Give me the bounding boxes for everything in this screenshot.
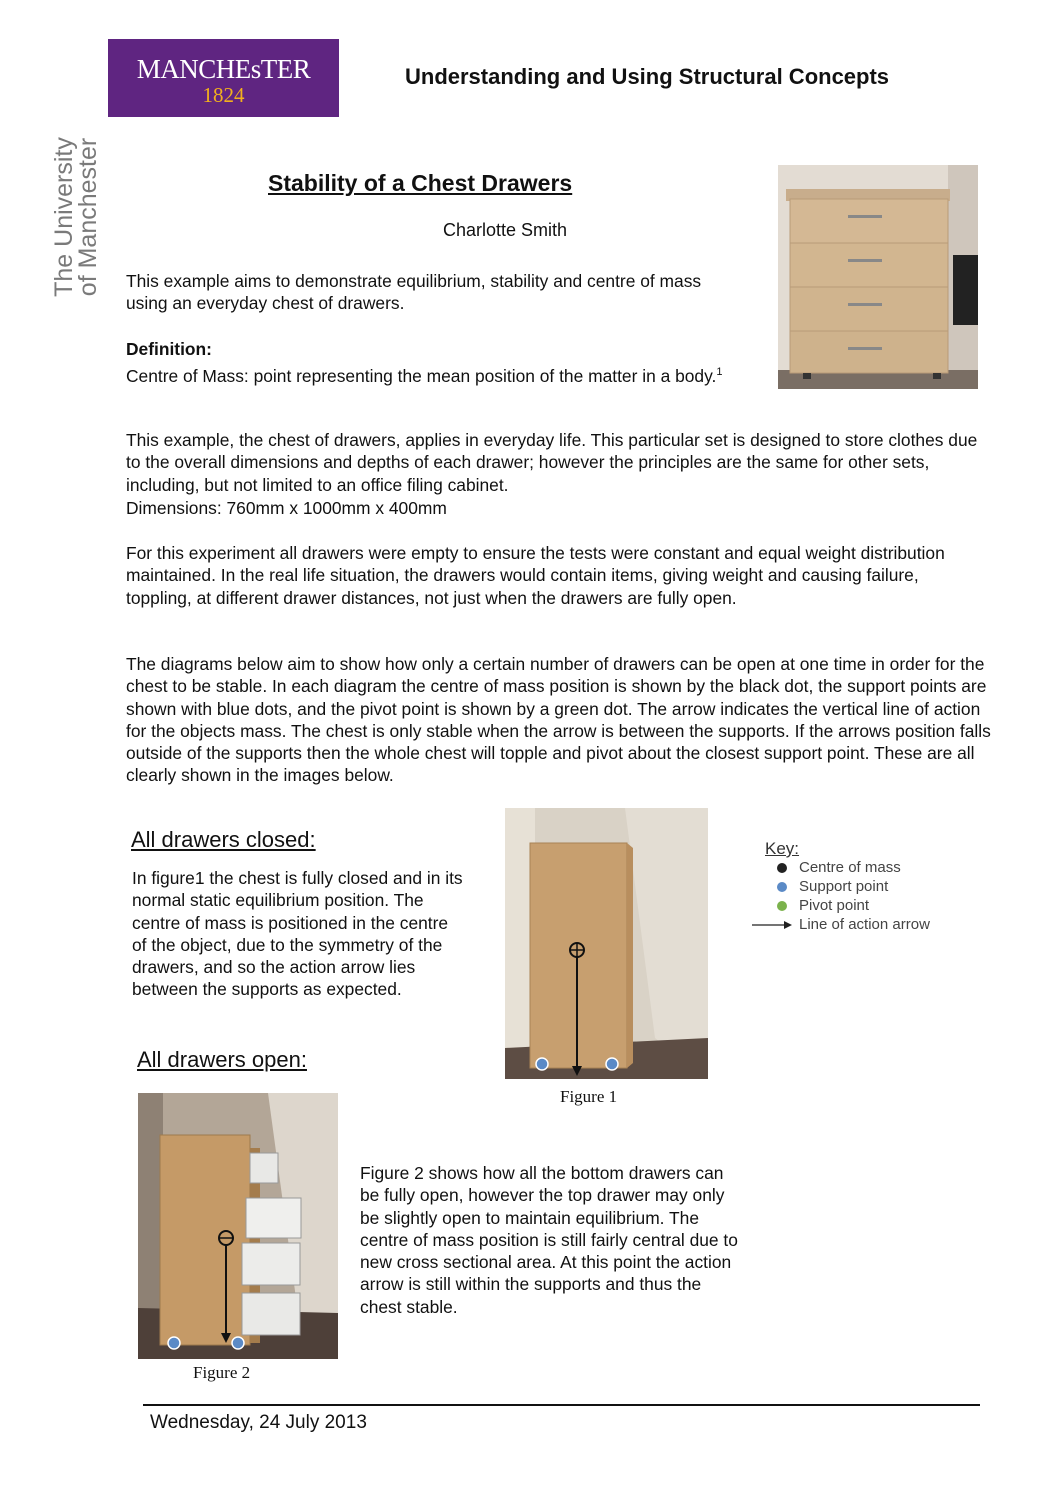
definition-heading: Definition: xyxy=(126,339,212,359)
green-dot-icon xyxy=(777,901,787,911)
footer-date: Wednesday, 24 July 2013 xyxy=(150,1412,367,1433)
definition-body: Centre of Mass: point representing the mean position of the matter in a body. xyxy=(126,365,717,386)
university-vertical-text xyxy=(50,120,102,314)
section-heading-closed: All drawers closed: xyxy=(131,827,316,852)
figure2-caption: Figure 2 xyxy=(193,1363,251,1382)
chest-photo xyxy=(778,165,978,389)
figure1-caption: Figure 1 xyxy=(560,1087,618,1106)
definition-text xyxy=(126,361,746,387)
key-title: Key: xyxy=(765,839,800,858)
intro-paragraph: This example aims to demonstrate equilibrium, stability and centre of mass using an everyday chest of drawers. xyxy=(126,271,702,314)
document-title: Stability of a Chest Drawers xyxy=(268,170,573,196)
header-title: Understanding and Using Structural Concepts xyxy=(405,64,890,89)
author-name: Charlotte Smith xyxy=(443,220,568,240)
figure2-photo xyxy=(138,1093,338,1359)
footnote-marker: 1 xyxy=(716,366,723,378)
figure1-description: In figure1 the chest is fully closed and in its normal static equilibrium position. The centre of mass is positioned in the centre of the object, due to the symmetry of the drawers, and so the action arrow lies between the supports as expected. xyxy=(132,868,463,1000)
university-logo xyxy=(108,39,339,117)
university-line-2: of Manchester xyxy=(74,137,102,297)
figure1-photo xyxy=(505,808,708,1079)
university-line-1: The University xyxy=(50,137,78,297)
footer-divider xyxy=(143,1404,980,1406)
section-heading-open: All drawers open: xyxy=(137,1047,307,1072)
logo-year: 1824 xyxy=(202,83,245,107)
blue-dot-icon xyxy=(777,882,787,892)
arrow-icon xyxy=(752,920,792,930)
legend-key: Key: Centre of mass Support point Pivot point Line of action arrow xyxy=(752,836,992,936)
figure2-description: Figure 2 shows how all the bottom drawers can be fully open, however the top drawer may only be slightly open to maintain equilibrium. The centre of mass position is still fairly central due to new cross sectional area. At this point the action arrow is still within the supports and thus the chest stable. xyxy=(360,1163,738,1317)
black-dot-icon xyxy=(777,863,787,873)
paragraph-everyday-use: This example, the chest of drawers, applies in everyday life. This particular set is designed to store clothes due to the overall dimensions and depths of each drawer; however the principles are the same for other sets, including, but not limited to an office filing cabinet. xyxy=(126,430,978,495)
paragraph-experiment: For this experiment all drawers were empty to ensure the tests were constant and equal weight distribution maintained. In the real life situation, the drawers would contain items, giving weight and causing failure, toppling, at different drawer distances, not just when the drawers are fully open. xyxy=(126,543,945,608)
paragraph-diagrams: The diagrams below aim to show how only a certain number of drawers can be open at one time in order for the chest to be stable. In each diagram the centre of mass position is shown by the black dot, the support points are shown with blue dots, and the pivot point is shown by a green dot. The arrow indicates the vertical line of action for the objects mass. The chest is only stable when the arrow is between the supports. If the arrows position falls outside of the supports then the whole chest will topple and pivot about the closest support point. These are all clearly shown in the images below. xyxy=(126,654,991,786)
dimensions-text: Dimensions: 760mm x 1000mm x 400mm xyxy=(126,498,447,518)
logo-name: MANCHEsTER xyxy=(136,54,311,84)
